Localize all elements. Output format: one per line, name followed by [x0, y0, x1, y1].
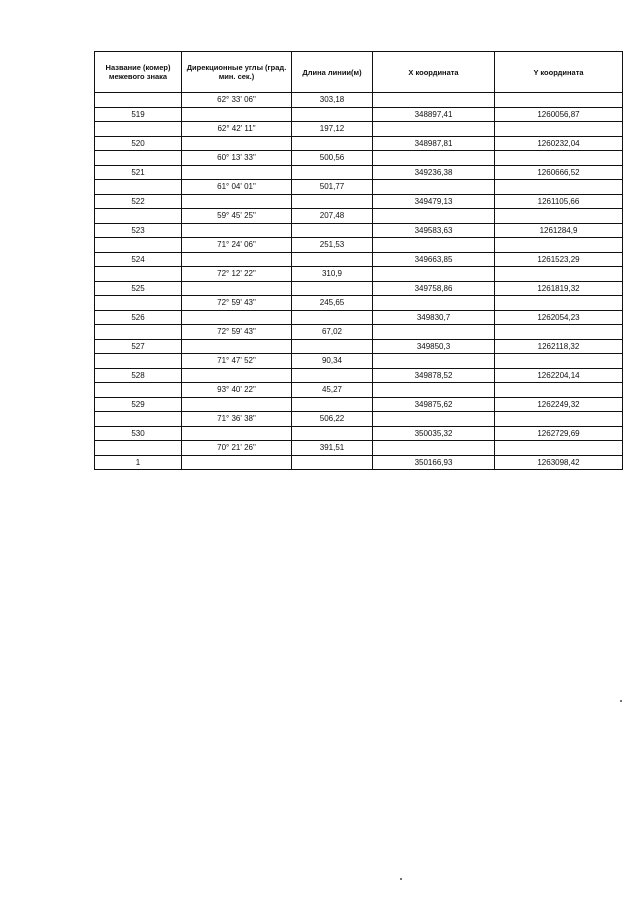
name-cell: [95, 267, 182, 282]
angle-cell: [182, 455, 292, 470]
angle-cell: [182, 368, 292, 383]
header-name: Название (комер) межевого знака: [95, 52, 182, 93]
table-row: [95, 165, 623, 180]
table-row: [95, 209, 623, 224]
x-cell: [373, 296, 495, 311]
name-cell: [95, 325, 182, 340]
name-cell: [95, 412, 182, 427]
length-cell: 303,18: [292, 93, 373, 108]
table-header-row: [95, 52, 623, 93]
x-cell: 349878,52: [373, 368, 495, 383]
angle-cell: [182, 165, 292, 180]
y-cell: [495, 93, 623, 108]
x-cell: 349758,86: [373, 281, 495, 296]
table-row: [95, 397, 623, 412]
length-cell: 207,48: [292, 209, 373, 224]
angle-cell: [182, 281, 292, 296]
x-cell: [373, 209, 495, 224]
name-cell: 522: [95, 194, 182, 209]
angle-cell: 62° 33' 06": [182, 93, 292, 108]
name-cell: [95, 296, 182, 311]
table-row: [95, 151, 623, 166]
angle-cell: 62° 42' 11": [182, 122, 292, 137]
name-cell: [95, 354, 182, 369]
length-cell: [292, 455, 373, 470]
name-cell: 520: [95, 136, 182, 151]
table-row: [95, 122, 623, 137]
name-cell: [95, 122, 182, 137]
length-cell: [292, 252, 373, 267]
table-body: [95, 93, 623, 470]
table-row: [95, 194, 623, 209]
table-row: [95, 441, 623, 456]
x-cell: 349850,3: [373, 339, 495, 354]
y-cell: 1261819,32: [495, 281, 623, 296]
length-cell: 197,12: [292, 122, 373, 137]
name-cell: 524: [95, 252, 182, 267]
y-cell: 1260666,52: [495, 165, 623, 180]
angle-cell: 60° 13' 33": [182, 151, 292, 166]
header-angle: Дирекционные углы (град. мин. сек.): [182, 52, 292, 93]
name-cell: 527: [95, 339, 182, 354]
length-cell: [292, 397, 373, 412]
table-row: [95, 267, 623, 282]
name-cell: [95, 151, 182, 166]
angle-cell: 72° 59' 43": [182, 325, 292, 340]
length-cell: [292, 107, 373, 122]
y-cell: [495, 296, 623, 311]
angle-cell: [182, 397, 292, 412]
x-cell: [373, 267, 495, 282]
length-cell: 500,56: [292, 151, 373, 166]
length-cell: 245,65: [292, 296, 373, 311]
table-row: [95, 368, 623, 383]
header-x: X координата: [373, 52, 495, 93]
length-cell: 391,51: [292, 441, 373, 456]
x-cell: 349583,63: [373, 223, 495, 238]
name-cell: [95, 209, 182, 224]
length-cell: [292, 165, 373, 180]
angle-cell: 71° 36' 38": [182, 412, 292, 427]
length-cell: 251,53: [292, 238, 373, 253]
x-cell: 350035,32: [373, 426, 495, 441]
y-cell: 1262204,14: [495, 368, 623, 383]
table-row: [95, 339, 623, 354]
name-cell: [95, 441, 182, 456]
length-cell: 501,77: [292, 180, 373, 195]
table-row: [95, 455, 623, 470]
angle-cell: [182, 194, 292, 209]
table-row: [95, 296, 623, 311]
table-row: [95, 136, 623, 151]
y-cell: [495, 238, 623, 253]
y-cell: [495, 180, 623, 195]
length-cell: [292, 310, 373, 325]
x-cell: 349236,38: [373, 165, 495, 180]
table-row: [95, 412, 623, 427]
y-cell: 1263098,42: [495, 455, 623, 470]
table-row: [95, 325, 623, 340]
angle-cell: 72° 12' 22": [182, 267, 292, 282]
name-cell: 525: [95, 281, 182, 296]
name-cell: 521: [95, 165, 182, 180]
table-row: [95, 310, 623, 325]
x-cell: [373, 412, 495, 427]
header-y: Y координата: [495, 52, 623, 93]
x-cell: 348897,41: [373, 107, 495, 122]
table-row: [95, 107, 623, 122]
y-cell: [495, 209, 623, 224]
name-cell: 519: [95, 107, 182, 122]
header-length: Длина линии(м): [292, 52, 373, 93]
length-cell: [292, 136, 373, 151]
x-cell: 349663,85: [373, 252, 495, 267]
angle-cell: 71° 47' 52": [182, 354, 292, 369]
table-row: [95, 93, 623, 108]
table-row: [95, 426, 623, 441]
x-cell: [373, 151, 495, 166]
length-cell: 45,27: [292, 383, 373, 398]
table-row: [95, 383, 623, 398]
angle-cell: 61° 04' 01": [182, 180, 292, 195]
x-cell: [373, 354, 495, 369]
name-cell: 523: [95, 223, 182, 238]
table-row: [95, 180, 623, 195]
x-cell: [373, 93, 495, 108]
length-cell: 67,02: [292, 325, 373, 340]
y-cell: 1261284,9: [495, 223, 623, 238]
boundary-coordinates-table: [94, 51, 623, 470]
x-cell: [373, 325, 495, 340]
y-cell: 1260056,87: [495, 107, 623, 122]
length-cell: 310,9: [292, 267, 373, 282]
name-cell: [95, 238, 182, 253]
table-row: [95, 238, 623, 253]
y-cell: [495, 354, 623, 369]
length-cell: [292, 339, 373, 354]
length-cell: [292, 368, 373, 383]
angle-cell: 93° 40' 22": [182, 383, 292, 398]
x-cell: [373, 441, 495, 456]
length-cell: [292, 223, 373, 238]
y-cell: [495, 122, 623, 137]
name-cell: [95, 180, 182, 195]
y-cell: [495, 267, 623, 282]
angle-cell: 70° 21' 26": [182, 441, 292, 456]
y-cell: [495, 151, 623, 166]
name-cell: 526: [95, 310, 182, 325]
angle-cell: [182, 223, 292, 238]
angle-cell: [182, 310, 292, 325]
angle-cell: [182, 107, 292, 122]
y-cell: 1261105,66: [495, 194, 623, 209]
name-cell: 530: [95, 426, 182, 441]
length-cell: [292, 426, 373, 441]
y-cell: 1262729,69: [495, 426, 623, 441]
x-cell: 349875,62: [373, 397, 495, 412]
y-cell: 1262118,32: [495, 339, 623, 354]
y-cell: [495, 412, 623, 427]
angle-cell: 72° 59' 43": [182, 296, 292, 311]
table-row: [95, 354, 623, 369]
x-cell: [373, 383, 495, 398]
table-row: [95, 281, 623, 296]
scan-speck: [400, 878, 402, 880]
x-cell: 348987,81: [373, 136, 495, 151]
y-cell: 1262249,32: [495, 397, 623, 412]
table-row: [95, 252, 623, 267]
x-cell: 350166,93: [373, 455, 495, 470]
name-cell: 1: [95, 455, 182, 470]
y-cell: [495, 383, 623, 398]
y-cell: 1261523,29: [495, 252, 623, 267]
x-cell: 349479,13: [373, 194, 495, 209]
y-cell: [495, 441, 623, 456]
x-cell: [373, 122, 495, 137]
length-cell: [292, 281, 373, 296]
table-row: [95, 223, 623, 238]
y-cell: 1260232,04: [495, 136, 623, 151]
x-cell: 349830,7: [373, 310, 495, 325]
name-cell: 528: [95, 368, 182, 383]
angle-cell: 71° 24' 06": [182, 238, 292, 253]
name-cell: [95, 93, 182, 108]
angle-cell: 59° 45' 25": [182, 209, 292, 224]
x-cell: [373, 238, 495, 253]
angle-cell: [182, 252, 292, 267]
angle-cell: [182, 339, 292, 354]
y-cell: [495, 325, 623, 340]
angle-cell: [182, 136, 292, 151]
length-cell: 90,34: [292, 354, 373, 369]
scan-speck: [620, 700, 622, 702]
angle-cell: [182, 426, 292, 441]
name-cell: [95, 383, 182, 398]
length-cell: 506,22: [292, 412, 373, 427]
length-cell: [292, 194, 373, 209]
name-cell: 529: [95, 397, 182, 412]
x-cell: [373, 180, 495, 195]
y-cell: 1262054,23: [495, 310, 623, 325]
